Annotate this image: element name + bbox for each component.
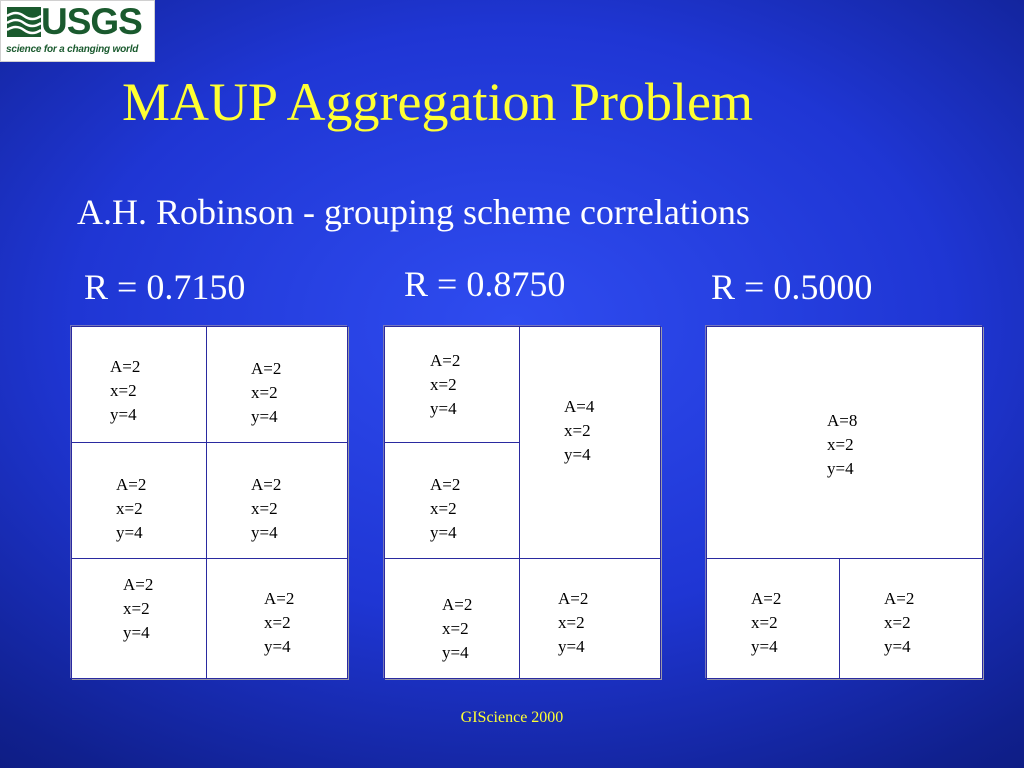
zone-x: x=2 <box>827 435 854 454</box>
zone-area: A=2 <box>116 475 147 494</box>
zone-x: x=2 <box>110 381 137 400</box>
zone-x: x=2 <box>564 421 591 440</box>
zone-area: A=2 <box>751 589 782 608</box>
zone-cell-merged <box>706 326 983 559</box>
zone-x: x=2 <box>558 613 585 632</box>
r-value-panel-3: R = 0.5000 <box>711 267 873 307</box>
zone-cell <box>384 442 520 559</box>
logo-tagline: science for a changing world <box>6 44 139 55</box>
zone-y: y=4 <box>123 623 150 642</box>
zone-cell <box>206 326 348 443</box>
zone-area: A=2 <box>123 575 154 594</box>
zone-cell <box>71 326 207 443</box>
logo-wordmark: USGS <box>41 1 142 42</box>
zone-y: y=4 <box>564 445 591 464</box>
zone-x: x=2 <box>430 499 457 518</box>
zone-x: x=2 <box>751 613 778 632</box>
zone-x: x=2 <box>123 599 150 618</box>
zone-area: A=2 <box>442 595 473 614</box>
zone-x: x=2 <box>264 613 291 632</box>
zone-label <box>123 573 153 645</box>
r-value-panel-1: R = 0.7150 <box>84 267 246 307</box>
zone-label <box>430 349 460 421</box>
zone-x: x=2 <box>251 499 278 518</box>
usgs-wave-icon <box>7 7 41 37</box>
zone-x: x=2 <box>884 613 911 632</box>
zone-label <box>558 587 588 659</box>
zone-area: A=2 <box>251 475 282 494</box>
grouping-panel-2 <box>383 325 660 678</box>
zone-y: y=4 <box>884 637 911 656</box>
zone-y: y=4 <box>558 637 585 656</box>
zone-y: y=4 <box>442 643 469 662</box>
zone-area: A=2 <box>430 351 461 370</box>
zone-cell <box>384 558 520 679</box>
zone-label <box>884 587 914 659</box>
grouping-panel-3 <box>705 325 982 678</box>
r-value-panel-2: R = 0.8750 <box>404 264 566 304</box>
zone-y: y=4 <box>827 459 854 478</box>
zone-y: y=4 <box>110 405 137 424</box>
zone-area: A=2 <box>558 589 589 608</box>
zone-y: y=4 <box>430 523 457 542</box>
zone-area: A=2 <box>251 359 282 378</box>
zone-y: y=4 <box>751 637 778 656</box>
zone-label <box>251 473 281 545</box>
zone-label <box>442 593 472 665</box>
usgs-logo <box>0 0 155 62</box>
slide-footer: GIScience 2000 <box>460 709 564 726</box>
zone-x: x=2 <box>430 375 457 394</box>
zone-area: A=2 <box>110 357 141 376</box>
zone-y: y=4 <box>430 399 457 418</box>
zone-label <box>564 395 594 467</box>
zone-area: A=2 <box>884 589 915 608</box>
zone-cell <box>71 442 207 559</box>
zone-label <box>264 587 294 659</box>
zone-label <box>827 409 857 481</box>
zone-area: A=2 <box>430 475 461 494</box>
grouping-panel-1 <box>70 325 347 678</box>
zone-label <box>116 473 146 545</box>
zone-y: y=4 <box>251 523 278 542</box>
zone-area: A=2 <box>264 589 295 608</box>
zone-y: y=4 <box>116 523 143 542</box>
slide-subtitle: A.H. Robinson - grouping scheme correlations <box>77 192 750 232</box>
zone-cell <box>839 558 983 679</box>
zone-x: x=2 <box>442 619 469 638</box>
zone-y: y=4 <box>251 407 278 426</box>
zone-cell <box>206 442 348 559</box>
zone-area: A=4 <box>564 397 595 416</box>
zone-label <box>430 473 460 545</box>
zone-x: x=2 <box>116 499 143 518</box>
zone-cell <box>206 558 348 679</box>
zone-cell-merged <box>519 326 661 559</box>
zone-cell <box>384 326 520 443</box>
zone-cell <box>706 558 840 679</box>
zone-x: x=2 <box>251 383 278 402</box>
zone-label <box>251 357 281 429</box>
zone-label <box>110 355 140 427</box>
zone-area: A=8 <box>827 411 858 430</box>
zone-cell <box>71 558 207 679</box>
zone-cell <box>519 558 661 679</box>
zone-y: y=4 <box>264 637 291 656</box>
slide-title: MAUP Aggregation Problem <box>122 72 753 132</box>
zone-label <box>751 587 781 659</box>
